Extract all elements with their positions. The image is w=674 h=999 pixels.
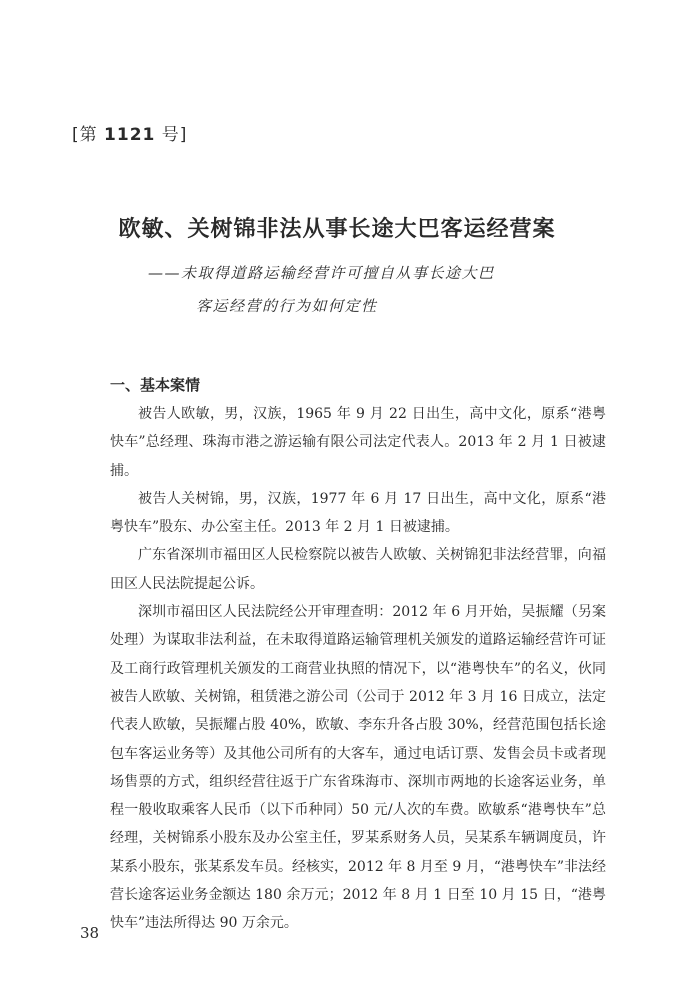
case-number-close-bracket: ]: [179, 125, 188, 145]
paragraph-defendant-1: 被告人欧敏，男，汉族，1965 年 9 月 22 日出生，高中文化，原系“港粤快车”总经理、珠海市港之游运输有限公司法定代表人。2013 年 2 月 1 日被逮捕。: [110, 406, 606, 479]
section-heading: 一、基本案情: [110, 376, 201, 394]
subtitle-line-1: ——未取得道路运输经营许可擅自从事长途大巴: [148, 264, 495, 282]
case-number-suffix: 号: [155, 125, 180, 145]
paragraph-prosecution: 广东省深圳市福田区人民检察院以被告人欧敏、关树锦犯非法经营罪，向福田区人民法院提起公诉。: [110, 547, 606, 592]
case-number-open-bracket: [: [72, 125, 80, 145]
body-text: [110, 400, 606, 938]
page-title: 欧敏、关树锦非法从事长途大巴客运经营案: [118, 216, 556, 242]
case-number-prefix: 第: [79, 125, 105, 145]
case-number-value: 1121: [104, 125, 156, 145]
paragraph-defendant-2: 被告人关树锦，男，汉族，1977 年 6 月 17 日出生，高中文化，原系“港粤快车”股东、办公室主任。2013 年 2 月 1 日被逮捕。: [110, 490, 606, 536]
case-number: [72, 120, 187, 145]
page-number: 38: [80, 924, 100, 942]
paragraph-facts: 深圳市福田区人民法院经公开审理查明：2012 年 6 月开始，吴振耀（另案处理）为谋取非法利益，在未取得道路运输管理机关颁发的道路运输经营许可证及工商行政管理机关颁发的工商营业执照的情况下，以“港粤快车”的名义，伙同被告人欧敏、关树锦，租赁港之游公司（公司于 2012 年 3 月 16 日成立，法定代表人欧敏，吴振耀占股 40%，欧敏、李东升各占股 30%，经营范围包括长途包车客运业务等）及其他公司所有的大客车，通过电话订票、发售会员卡或者现场售票的方式，组织经营往返于广东省珠海市、深圳市两地的长途客运业务，单程一般收取乘客人民币（以下币种同）50 元/人次的车费。欧敏系“港粤快车”总经理，关树锦系小股东及办公室主任，罗某系财务人员，吴某系车辆调度员，许某系小股东，张某系发车员。经核实，2012 年 8 月至 9 月，“港粤快车”非法经营长途客运业务金额达 180 余万元；2012 年 8 月 1 日至 10 月 15 日，“港粤快车”违法所得达 90 万余元。: [110, 604, 607, 932]
subtitle-line-2: 客运经营的行为如何定性: [196, 297, 378, 315]
